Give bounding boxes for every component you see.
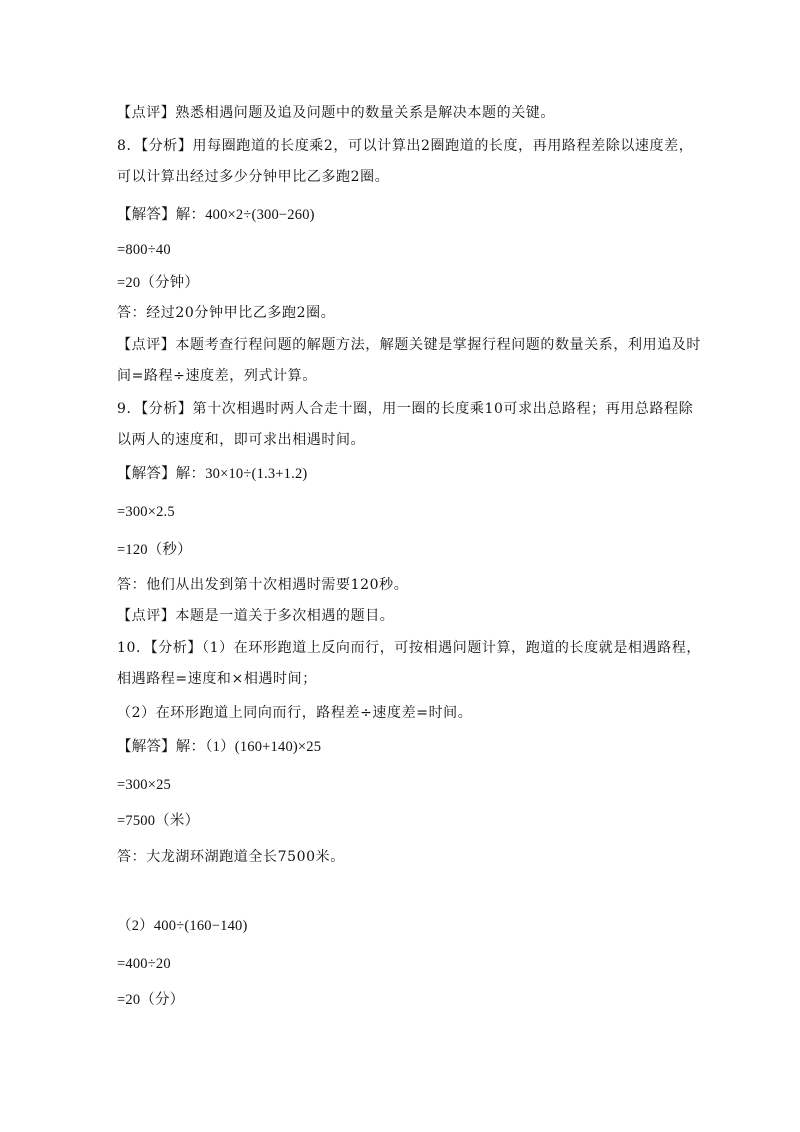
analysis-line: 可以计算出经过多少分钟甲比乙多跑2圈。 [117,169,390,185]
equation-line: =300×25 [117,777,172,793]
comment-line: 【点评】熟悉相遇问题及追及问题中的数量关系是解决本题的关键。 [117,105,555,121]
analysis-line: 8．【分析】用每圈跑道的长度乘2，可以计算出2圈跑道的长度，再用路程差除以速度差， [117,138,694,154]
answer-line: 答：大龙湖环湖跑道全长7500米。 [117,849,345,865]
analysis-line: 相遇路程=速度和×相遇时间； [117,671,317,687]
comment-line: 【点评】本题是一道关于多次相遇的题目。 [117,608,395,624]
equation-line: =120（秒） [117,542,192,558]
equation-line: =20（分） [117,992,185,1008]
solution-line: 【解答】解：（1）(160+140)×25 [117,739,322,755]
equation-line: =20（分钟） [117,275,200,291]
analysis-line: 以两人的速度和，即可求出相遇时间。 [117,432,366,448]
solution-line: （2）400÷(160−140) [117,918,248,934]
comment-line: 【点评】本题考查行程问题的解题方法，解题关键是掌握行程问题的数量关系，利用追及时 [117,337,701,353]
equation-line: =300×2.5 [117,504,175,520]
equation-line: =400÷20 [117,956,171,972]
analysis-line: 9．【分析】第十次相遇时两人合走十圈，用一圈的长度乘10可求出总路程；再用总路程除 [117,401,694,417]
comment-line: 间=路程÷速度差，列式计算。 [117,368,317,384]
equation-line: =7500（米） [117,813,200,829]
answer-line: 答：经过20分钟甲比乙多跑2圈。 [117,305,336,321]
equation-line: =800÷40 [117,242,171,258]
analysis-line: 10．【分析】（1）在环形跑道上反向而行，可按相遇问题计算，跑道的长度就是相遇路程， [117,640,701,656]
answer-line: 答：他们从出发到第十次相遇时需要120秒。 [117,577,409,593]
analysis-line: （2）在环形跑道上同向而行，路程差÷速度差=时间。 [117,705,473,721]
solution-line: 【解答】解：400×2÷(300−260) [117,207,315,223]
solution-line: 【解答】解：30×10÷(1.3+1.2) [117,466,308,482]
